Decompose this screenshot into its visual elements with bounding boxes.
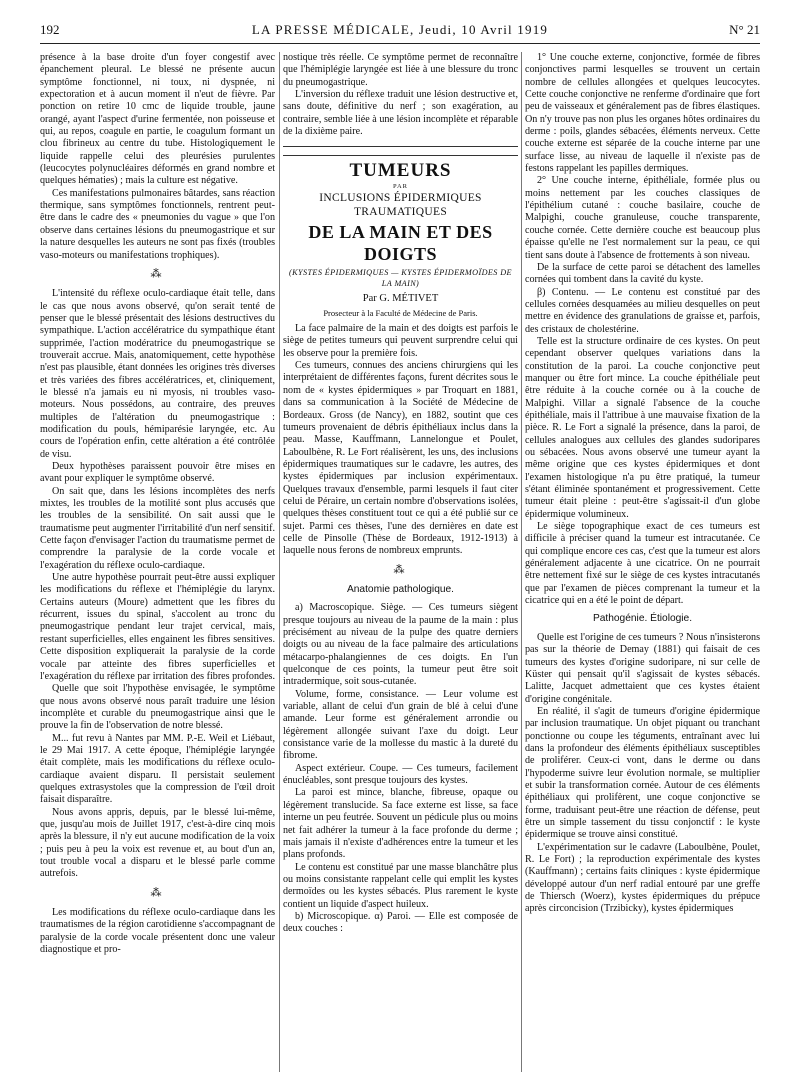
article-title: TUMEURS <box>349 160 452 182</box>
issue-number: N° 21 <box>729 22 760 37</box>
paragraph: La paroi est mince, blanche, fibreuse, opaque ou légèrement translucide. Sa face externe est lisse, sa face interne un peu feutrée. Souvent un pédicule plus ou moins net fait adhérer la tumeur à la face profonde du derme ; mais jamais il n'existe d'adhérences entre la tumeur et les plans profonds. <box>283 787 518 861</box>
paragraph: Aspect extérieur. Coupe. — Ces tumeurs, facilement énucléables, sont presque toujours des kystes. <box>283 762 518 787</box>
paragraph: 1° Une couche externe, conjonctive, formée de fibres conjonctives parmi lesquelles se trouvent un certain nombre de cellules allongées et quelques leucocytes. Cette couche conjonctive ne renferme d'ordinaire que fort peu de vaisseaux et généralement pas de fibres élastiques. On n'y trouve pas non plus les organes hôtes ordinaires du derme : poils, glandes sébacées, éléments nerveux. Cette couche externe est séparée de la couche interne par une surface lisse, au niveau de laquelle il n'existe pas de festons rappelant les papilles dermiques. <box>525 52 760 175</box>
paragraph: En réalité, il s'agit de tumeurs d'origine épidermique par inclusion traumatique. Un objet piquant ou tranchant ponctionne ou coupe les téguments, entraînant avec lui dans la profondeur des éléments épithéliaux susceptibles de proliférer. Ceux-ci vont, dans le derme ou dans l'hypoderme suivre leur évolution normale, se multiplier et subir la transformation cornée. Autour de ces éléments épithéliaux qui prolifèrent, une coque conjonctive se forme, traduisant peut-être une réaction de défense, peut être un simple tassement du tissu conjonctif : le kyste épidermique se trouve ainsi constitué. <box>525 705 760 841</box>
paragraph: b) Microscopique. α) Paroi. — Elle est composée de deux couches : <box>283 910 518 935</box>
paragraph: Le siège topographique exact de ces tumeurs est difficile à préciser quand la tumeur est intracutanée. Ce qui complique encore ces cas, c'est que la tumeur est alors généralement adjacente à une cicatrice. On ne pourrait être nettement fixé sur le siège de ces kystes intracutanés que par l'examen de pièces comprenant la tumeur et la cicatrice qui en a été le point de départ. <box>525 521 760 607</box>
page-number: 192 <box>40 22 60 37</box>
paragraph: On sait que, dans les lésions incomplètes des nerfs mixtes, les troubles de la motilité sont plus accusés que les troubles de la sensibilité. On sait aussi que le traumatisme peut augmenter l'irritabilité d'un nerf sensitif. Cette façon d'envisager l'action du traumatisme permet de comprendre la paralysie de la corde vocale et l'exagération du réflexe oculo-cardiaque. <box>40 485 275 571</box>
article-top-rule-inner <box>283 155 518 156</box>
paragraph: Quelle est l'origine de ces tumeurs ? Nous n'insisterons pas sur la théorie de Demay (1881) qui faisait de ces tumeurs des kystes d'origine sudoripare, ni sur celle de Küster qui pensait qu'il s'agissait de kystes sébacés. Lalitte, Jacquet admettaient que ces kystes étaient d'origine congénitale. <box>525 631 760 705</box>
article-top-rule <box>283 146 518 147</box>
column-rule-left <box>279 52 280 1072</box>
paragraph: Ces tumeurs, connues des anciens chirurgiens qui les interprétaient de différentes façons, furent décrites sous le nom de « kystes épidermiques » par Troquart en 1881, dans sa communication à la Société de Médecine de Bordeaux. Gross (de Nancy), en 1882, soutint que ces tumeurs provenaient de débris épithéliaux inclus dans la peau. Masse, Kauffmann, Lannelongue et Poulet, Laboulbène, R. Le Fort réalisèrent, les uns, des inclusions épidermiques traumatiques sur le cadavre, les autres, des kystes épidermiques par inclusion expérimentaux. Quelques travaux d'ensemble, parmi lesquels il faut citer celui de Péraire, un certain nombre d'observations isolées, quelques thèses constituent tout ce qui a été publié sur ce sujet. Parmi ces thèses, l'une des dernières en date est celle de Pinsolle (Thèse de Bordeaux, 1912-1913) à laquelle nous ferons de nombreux emprunts. <box>283 360 518 557</box>
column-rule-right <box>521 52 522 1072</box>
section-heading: Pathogénie. Étiologie. <box>592 613 693 625</box>
paragraph: Une autre hypothèse pourrait peut-être aussi expliquer les modifications du réflexe et l'hémiplégie du larynx. Certains auteurs (Moure) admettent que les fibres du récurrent, issues du spinal, s'accolent au tronc du pneumogastrique pendant leur trajet cervical, mais, restant superficielles, elles engainent les fibres sensitives. Cette disposition expliquerait la paralysie de la corde vocale par atteinte des fibres superficielles et l'exagération du réflexe par irritation des fibres profondes. <box>40 572 275 682</box>
section-separator: ⁂ <box>393 563 408 576</box>
paragraph: Le contenu est constitué par une masse blanchâtre plus ou moins consistante rappelant celle qui emplit les kystes dermoïdes ou les kystes sébacés. Plus rarement le kyste contient un liquide d'aspect huileux. <box>283 861 518 910</box>
paragraph: Telle est la structure ordinaire de ces kystes. On peut cependant observer quelques variations dans la constitution de la paroi. La couche conjonctive peut manquer ou être fort mince. La couche épithéliale peut être réduite à la couche cornée ou à la couche de Malpighi. Villar a signalé l'absence de la couche épithéliale, mais il l'attribue à une mauvaise fixation de la pièce. R. Le Fort a signalé la présence, dans la paroi, de cellules analogues aux cellules des glandes sudoripares ou sébacées. Nous avons observé une tumeur ayant la même origine que ces kystes épidermiques et dont l'examen histologique n'a pu être pratiqué, la tumeur s'étant éliminée spontanément et progressivement. Cette tumeur était pleine : peut-être s'agissait-il d'un globe épidermique volumineux. <box>525 335 760 520</box>
paragraph: Les modifications du réflexe oculo-cardiaque dans les traumatismes de la région carotidienne s'accompagnant de paralysie de la corde vocale présentent donc une valeur diagnostique et pro- <box>40 907 275 956</box>
section-heading: Anatomie pathologique. <box>346 583 455 595</box>
paragraph: Volume, forme, consistance. — Leur volume est variable, allant de celui d'un grain de blé à celui d'une amande. Leur forme est généralement arrondie ou légèrement allongée suivant l'axe du doigt. Leur consistance varie de la mollesse du mastic à la dureté du fibrome. <box>283 688 518 762</box>
paragraph: nostique très réelle. Ce symptôme permet de reconnaître que l'hémiplégie laryngée est liée à une blessure du tronc du pneumogastrique. <box>283 52 518 88</box>
paragraph: L'inversion du réflexe traduit une lésion destructive et, sans doute, définitive du nerf ; son exagération, au contraire, semble liée à une lésion incomplète et réparable de la dixième paire. <box>283 89 518 138</box>
article-alt-title: (KYSTES ÉPIDERMIQUES — KYSTES ÉPIDERMOÏDES DE LA MAIN) <box>289 268 512 289</box>
article-main-title: DE LA MAIN ET DES DOIGTS <box>308 222 493 265</box>
column-3 <box>525 52 760 1072</box>
paragraph: L'intensité du réflexe oculo-cardiaque était telle, dans le cas que nous avons observé, qu'on serait tenté de penser que le blessé présentait des lésions destructives du sympathique. L'action accélératrice du sympathique étant supprimée, l'action modératrice du pneumogastrique se trouverait accrue. Mais, anatomiquement, cette hypothèse n'est pas plausible, étant données les origines très diverses et très variées des fibres accélératrices, et, cliniquement, le blessé n'a jamais eu ni myosis, ni troubles vaso-moteurs. Nous possédons, au contraire, des preuves multiples de l'altération du pneumogastrique : modification du pouls, hémiparésie laryngée, etc. Au cours de l'opération enfin, cette altération a été contrôlée de visu. <box>40 288 275 460</box>
paragraph: a) Macroscopique. Siège. — Ces tumeurs siègent presque toujours au niveau de la paume de la main : plus précisément au niveau de la pulpe des quatre derniers doigts ou au niveau de la face palmaire des articulations métacarpo-phalangiennes de ces doigts. En l'un quelconque de ces points, la tumeur peut être soit intradermique, soit sous-cutanée. <box>283 602 518 688</box>
paragraph: présence à la base droite d'un foyer congestif avec épanchement pleural. Le blessé ne présente aucun symptôme fonctionnel, ni toux, ni dyspnée, ni expectoration et à aucun moment il n'eut de fièvre. Par ponction on retire 10 cmc de liquide trouble, jaune orangé, ayant l'aspect d'urine fermentée, non poisseuse et qui, au repos, coagule en partie, le coagulum formant un clou fibrineux au centre du tube. Histologiquement le liquide rappelle celui des pleurésies purulentes (leucocytes polynucléaires déformés en grand nombre et quelques hématies) ; mais la culture est négative. <box>40 52 275 187</box>
article-affiliation: Prosecteur à la Faculté de Médecine de Paris. <box>323 307 478 318</box>
paragraph: Ces manifestations pulmonaires bâtardes, sans réaction thermique, sans symptômes fonctionnels, rentrent peut-être dans le cadre des « pneumonies du vague » que l'on observe dans certaines lésions du pneumogastrique et sur la nature desquelles les auteurs ne sont pas fixés (troubles vaso-moteurs ou manifestations trophiques). <box>40 187 275 261</box>
journal-title: LA PRESSE MÉDICALE, Jeudi, 10 Avril 1919 <box>251 22 549 37</box>
section-separator: ⁂ <box>150 886 165 899</box>
article-subtitle: INCLUSIONS ÉPIDERMIQUES TRAUMATIQUES <box>319 192 482 219</box>
article-author: Par G. MÉTIVET <box>362 293 439 305</box>
page-header <box>40 22 760 44</box>
paragraph: β) Contenu. — Le contenu est constitué par des cellules cornées desquamées au milieu desquelles on peut mettre en évidence des granulations de graisse et, parfois, des cristaux de cholestérine. <box>525 286 760 335</box>
paragraph: M... fut revu à Nantes par MM. P.-E. Weil et Liébaut, le 29 Mai 1917. A cette époque, l'hémiplégie laryngée était complète, mais les modifications du réflexe oculo-cardiaque avaient disparu. Il persistait seulement quelques extrasystoles que la compression de l'œil droit faisait disparaître. <box>40 732 275 806</box>
paragraph: La face palmaire de la main et des doigts est parfois le siège de petites tumeurs qui peuvent surprendre celui qui les observe pour la première fois. <box>283 323 518 359</box>
paragraph: Quelle que soit l'hypothèse envisagée, le symptôme que nous avons observé nous paraît traduire une lésion incomplète et curable du pneumogastrique ainsi que le prouve la fin de l'observation de notre blessé. <box>40 683 275 732</box>
paragraph: L'expérimentation sur le cadavre (Laboulbène, Poulet, R. Le Fort) ; la reproduction expérimentale des kystes (Kauffmann) ; certains faits cliniques : kyste épidermique développé autour d'un nerf radial entouré par une greffe de Thiersch (Woerz), kystes épidermiques du prépuce après circoncision (Trzibicky), kystes épidermiques <box>525 841 760 915</box>
paragraph: De la surface de cette paroi se détachent des lamelles cornées qui tombent dans la cavité du kyste. <box>525 261 760 286</box>
paragraph: Nous avons appris, depuis, par le blessé lui-même, que, jusqu'au mois de Juillet 1917, c'est-à-dire cinq mois après la blessure, il n'y eut aucune modification de la voix ; puis peu à peu la voix est revenue et, au bout d'un an, tout trouble vocal a disparu et le blessé parle comme autrefois. <box>40 806 275 880</box>
column-1 <box>40 52 275 1072</box>
paragraph: Deux hypothèses paraissent pouvoir être mises en avant pour expliquer le symptôme observé. <box>40 461 275 485</box>
column-2 <box>283 52 518 1072</box>
section-separator: ⁂ <box>150 267 165 280</box>
article-connector: PAR <box>392 183 409 191</box>
paragraph: 2° Une couche interne, épithéliale, formée plus ou moins nettement par les couches classiques de l'épithélium cutané : couche basilaire, couche de Malpighi, couche granuleuse, couche transparente, couche cornée. Cette dernière couche est beaucoup plus épaisse qu'elle ne l'est normalement sur la peau, ce qui tient sans doute à l'absence de frottements à son niveau. <box>525 175 760 261</box>
